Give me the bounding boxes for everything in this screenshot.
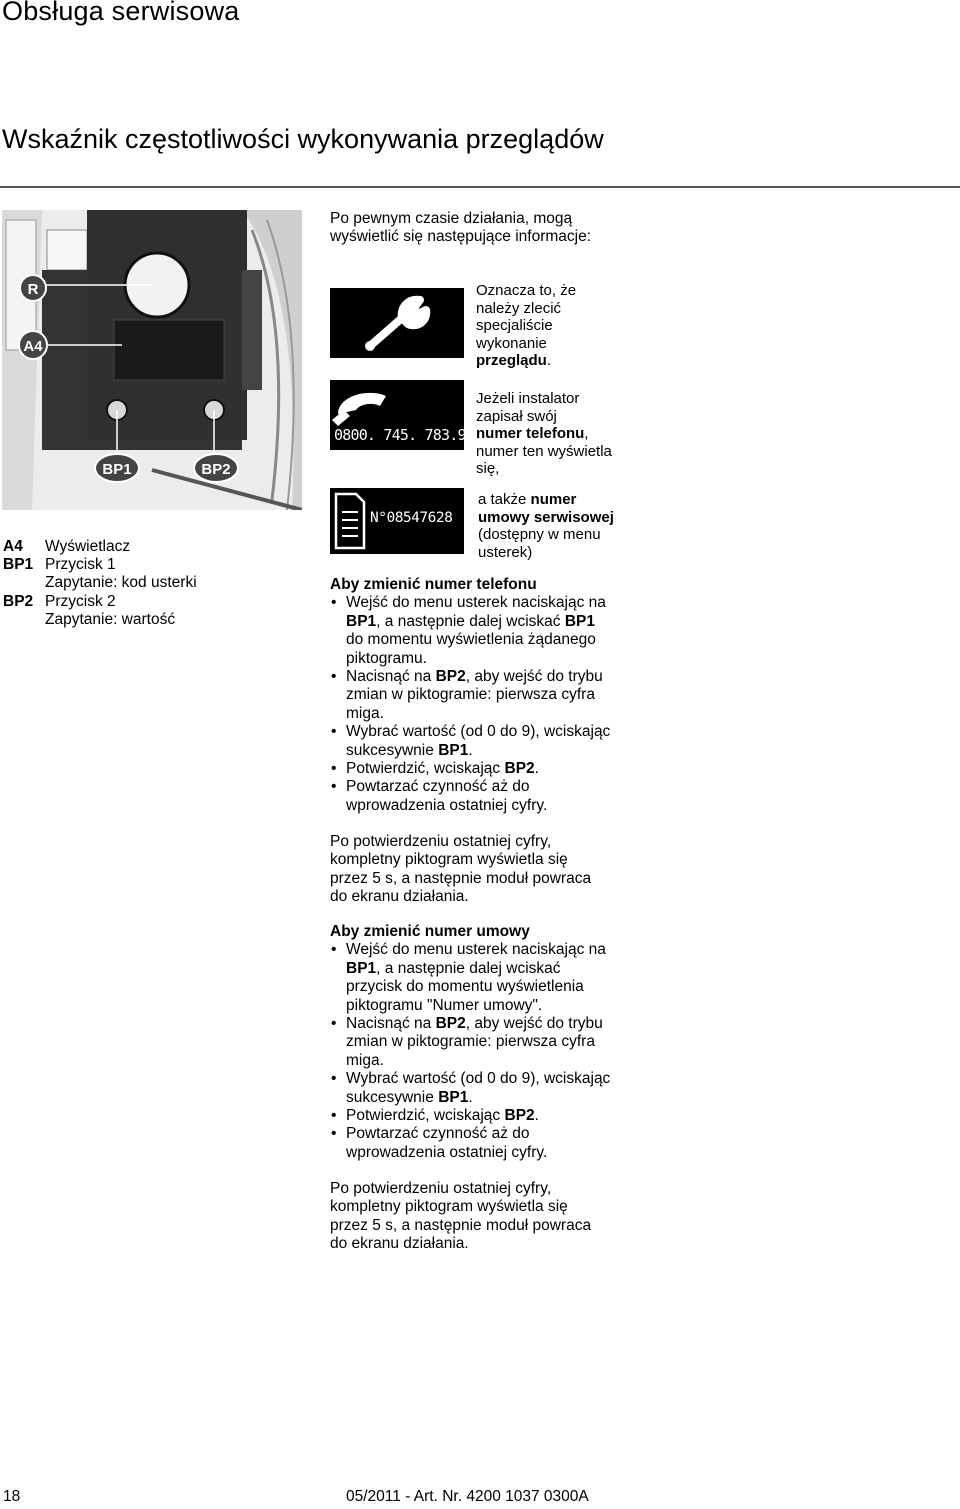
article-number: 05/2011 - Art. Nr. 4200 1037 0300A (346, 1488, 589, 1505)
page-title: Obsługa serwisowa (2, 0, 240, 26)
change-phone-section (330, 576, 640, 815)
page-number: 18 (3, 1488, 21, 1505)
wrench-display (330, 288, 464, 358)
change-contract-steps (330, 941, 640, 1162)
list-item: • Potwierdzić, wciskając BP2. (330, 760, 640, 778)
label-r: R (27, 281, 39, 298)
legend-value: Wyświetlacz (45, 538, 131, 555)
list-item: • Nacisnąć na BP2, aby wejść do trybu zmian w piktogramie: pierwsza cyfra miga. (330, 1015, 640, 1070)
list-item: • Nacisnąć na BP2, aby wejść do trybu zmian w piktogramie: pierwsza cyfra miga. (330, 668, 640, 723)
list-item: • Wybrać wartość (od 0 do 9), wciskając sukcesywnie BP1. (330, 723, 640, 760)
wrench-icon (330, 288, 464, 358)
contract-number-display: N°08547628 (370, 510, 453, 526)
label-a4: A4 (23, 338, 43, 355)
phone-display (330, 380, 483, 450)
list-item: • Powtarzać czynność aż do wprowadzenia ostatniej cyfry. (330, 1125, 640, 1162)
list-item: • Powtarzać czynność aż do wprowadzenia ostatniej cyfry. (330, 778, 640, 815)
wrench-description: Oznacza to, że należy zlecić specjaliście wykonanie przeglądu. (476, 282, 577, 369)
list-item: • Wejść do menu usterek naciskając na BP1, a następnie dalej wciskać przycisk do momentu wyświetlenia piktogramu "Numer umowy". (330, 941, 640, 1015)
change-phone-steps (330, 594, 640, 815)
label-bp2: BP2 (201, 461, 231, 478)
phone-number-display: 0800. 745. 783.932 (334, 426, 483, 444)
contract-display (330, 488, 464, 554)
label-bp1: BP1 (102, 461, 132, 478)
intro-text: Po pewnym czasie działania, mogą wyświetlić się następujące informacje: (330, 210, 592, 246)
legend-value: Przycisk 1 Zapytanie: kod usterki (45, 556, 197, 592)
contract-description: a także numer umowy serwisowej (dostępny w menu usterek) (478, 491, 614, 561)
legend-value: Przycisk 2 Zapytanie: wartość (45, 592, 176, 628)
change-contract-section (330, 923, 640, 1162)
legend-item-bp1 (3, 556, 197, 592)
list-item: • Wejść do menu usterek naciskając na BP1, a następnie dalej wciskać BP1 do momentu wyświetlenia żądanego piktogramu. (330, 594, 640, 668)
divider (0, 186, 960, 188)
legend-key: BP1 (3, 556, 34, 574)
list-item: • Potwierdzić, wciskając BP2. (330, 1107, 640, 1125)
phone-description: Jeżeli instalator zapisał swój numer telefonu, numer ten wyświetla się, (476, 390, 612, 477)
change-contract-heading: Aby zmienić numer umowy (330, 923, 530, 940)
change-phone-after: Po potwierdzeniu ostatniej cyfry, kompletny piktogram wyświetla się przez 5 s, a następnie moduł powraca do ekranu działania. (330, 833, 592, 906)
change-contract-after: Po potwierdzeniu ostatniej cyfry, kompletny piktogram wyświetla się przez 5 s, a następnie moduł powraca do ekranu działania. (330, 1180, 592, 1253)
legend-item-a4 (3, 538, 197, 556)
control-panel-photo (2, 210, 302, 510)
section-title: Wskaźnik częstotliwości wykonywania przeglądów (2, 124, 604, 154)
change-phone-heading: Aby zmienić numer telefonu (330, 576, 537, 593)
legend-key: BP2 (3, 592, 34, 610)
list-item: • Wybrać wartość (od 0 do 9), wciskając sukcesywnie BP1. (330, 1070, 640, 1107)
legend (3, 538, 197, 629)
legend-item-bp2 (3, 593, 197, 629)
legend-key: A4 (3, 538, 23, 555)
